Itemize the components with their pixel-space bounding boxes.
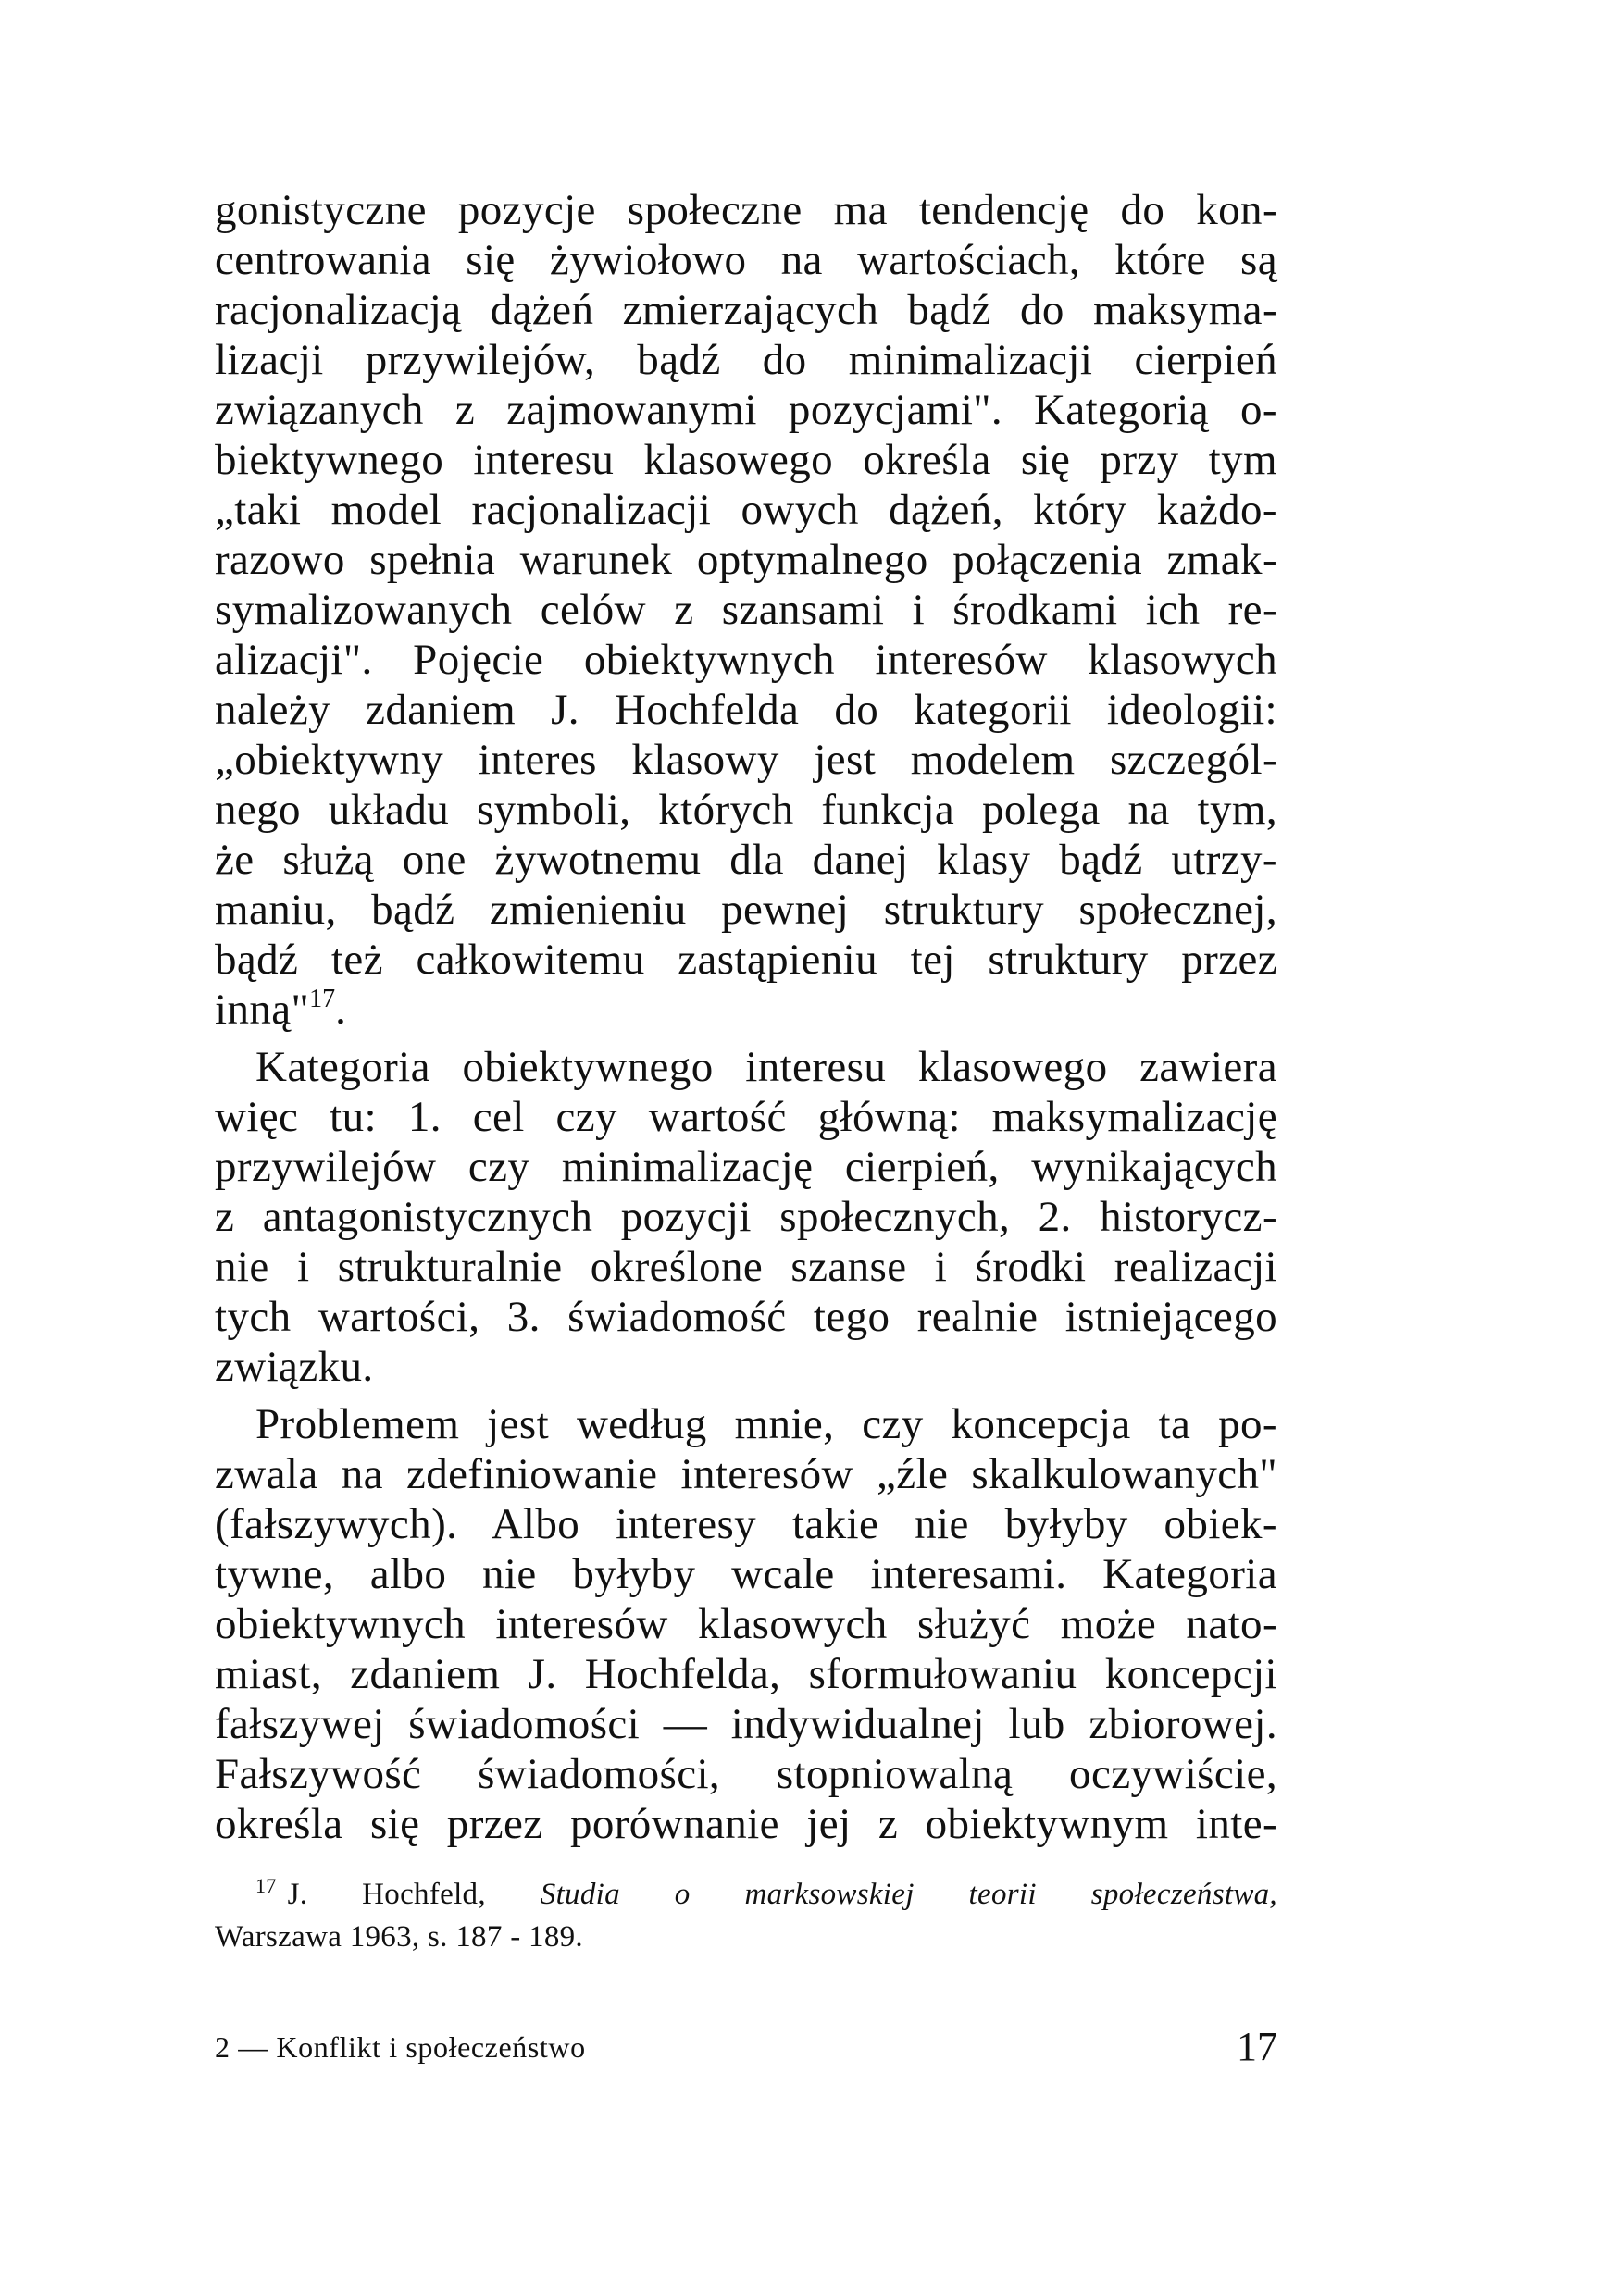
text-line: że służą one żywotnemu dla danej klasy bądź utrzy- bbox=[215, 836, 1277, 884]
text-line: Fałszywość świadomości, stopniowalną oczywiście, bbox=[215, 1750, 1277, 1798]
text-line: związanych z zajmowanymi pozycjami". Kategorią o- bbox=[215, 386, 1277, 434]
text-line: biektywnego interesu klasowego określa się przy tym bbox=[215, 436, 1277, 484]
text-line: określa się przez porównanie jej z obiektywnym inte- bbox=[215, 1800, 1277, 1848]
text-line-with-footnote bbox=[215, 985, 1277, 1035]
signature-mark: 2 — Konflikt i społeczeństwo bbox=[215, 2030, 586, 2064]
footnote bbox=[215, 1873, 1277, 1958]
footnote-line bbox=[215, 1873, 1277, 1916]
text-line: „taki model racjonalizacji owych dążeń, który każdo- bbox=[215, 486, 1277, 534]
text-line: nie i strukturalnie określone szanse i środki realizacji bbox=[215, 1243, 1277, 1291]
text-line: należy zdaniem J. Hochfelda do kategorii ideologii: bbox=[215, 686, 1277, 734]
text-line: związku. bbox=[215, 1343, 374, 1391]
text-line: obiektywnych interesów klasowych służyć może nato- bbox=[215, 1600, 1277, 1648]
footnote-publication: Warszawa 1963, s. 187 - 189. bbox=[215, 1920, 583, 1954]
footnote-reference[interactable]: 17 bbox=[309, 985, 336, 1013]
text-line: z antagonistycznych pozycji społecznych, 2. historycz- bbox=[215, 1193, 1277, 1241]
text-line: maniu, bądź zmienieniu pewnej struktury społecznej, bbox=[215, 886, 1277, 934]
footnote-title: Studia o marksowskiej teorii społeczeństwa, bbox=[540, 1878, 1277, 1911]
text-line: gonistyczne pozycje społeczne ma tendencję do kon- bbox=[215, 186, 1277, 234]
text-line: racjonalizacją dążeń zmierzających bądź do maksyma- bbox=[215, 286, 1277, 334]
text-line: tych wartości, 3. świadomość tego realnie istniejącego bbox=[215, 1293, 1277, 1341]
text-line: alizacji". Pojęcie obiektywnych interesów klasowych bbox=[215, 636, 1277, 684]
text-line: Problemem jest według mnie, czy koncepcja ta po- bbox=[255, 1400, 1277, 1448]
page-number: 17 bbox=[1237, 2024, 1277, 2069]
page-footer bbox=[215, 2023, 1277, 2079]
text-line: fałszywej świadomości — indywidualnej lub zbiorowej. bbox=[215, 1700, 1277, 1748]
text-line: „obiektywny interes klasowy jest modelem szczegól- bbox=[215, 736, 1277, 784]
text-line: tywne, albo nie byłyby wcale interesami. Kategoria bbox=[215, 1550, 1277, 1598]
text-line: więc tu: 1. cel czy wartość główną: maksymalizację bbox=[215, 1093, 1277, 1141]
paragraph-1 bbox=[215, 185, 1277, 1035]
text-fragment: inną" bbox=[215, 986, 310, 1034]
text-line: Kategoria obiektywnego interesu klasowego zawiera bbox=[255, 1043, 1277, 1091]
paragraph-3 bbox=[215, 1399, 1277, 1849]
text-line: bądź też całkowitemu zastąpieniu tej struktury przez bbox=[215, 936, 1277, 984]
text-line: miast, zdaniem J. Hochfelda, sformułowaniu koncepcji bbox=[215, 1650, 1277, 1698]
text-line: centrowania się żywiołowo na wartościach, które są bbox=[215, 236, 1277, 284]
main-text bbox=[215, 185, 1277, 1849]
footnote-author: J. Hochfeld, bbox=[287, 1878, 486, 1911]
text-line: (fałszywych). Albo interesy takie nie byłyby obiek- bbox=[215, 1500, 1277, 1548]
footnote-number: 17 bbox=[255, 1874, 277, 1897]
text-line: lizacji przywilejów, bądź do minimalizacji cierpień bbox=[215, 336, 1277, 384]
paragraph-2 bbox=[215, 1042, 1277, 1392]
end-punctuation: . bbox=[335, 986, 347, 1034]
text-line: zwala na zdefiniowanie interesów „źle skalkulowanych" bbox=[215, 1450, 1277, 1498]
text-line: symalizowanych celów z szansami i środkami ich re- bbox=[215, 586, 1277, 634]
text-line: nego układu symboli, których funkcja polega na tym, bbox=[215, 786, 1277, 834]
text-line: przywilejów czy minimalizację cierpień, wynikających bbox=[215, 1143, 1277, 1191]
text-line: razowo spełnia warunek optymalnego połączenia zmak- bbox=[215, 536, 1277, 584]
